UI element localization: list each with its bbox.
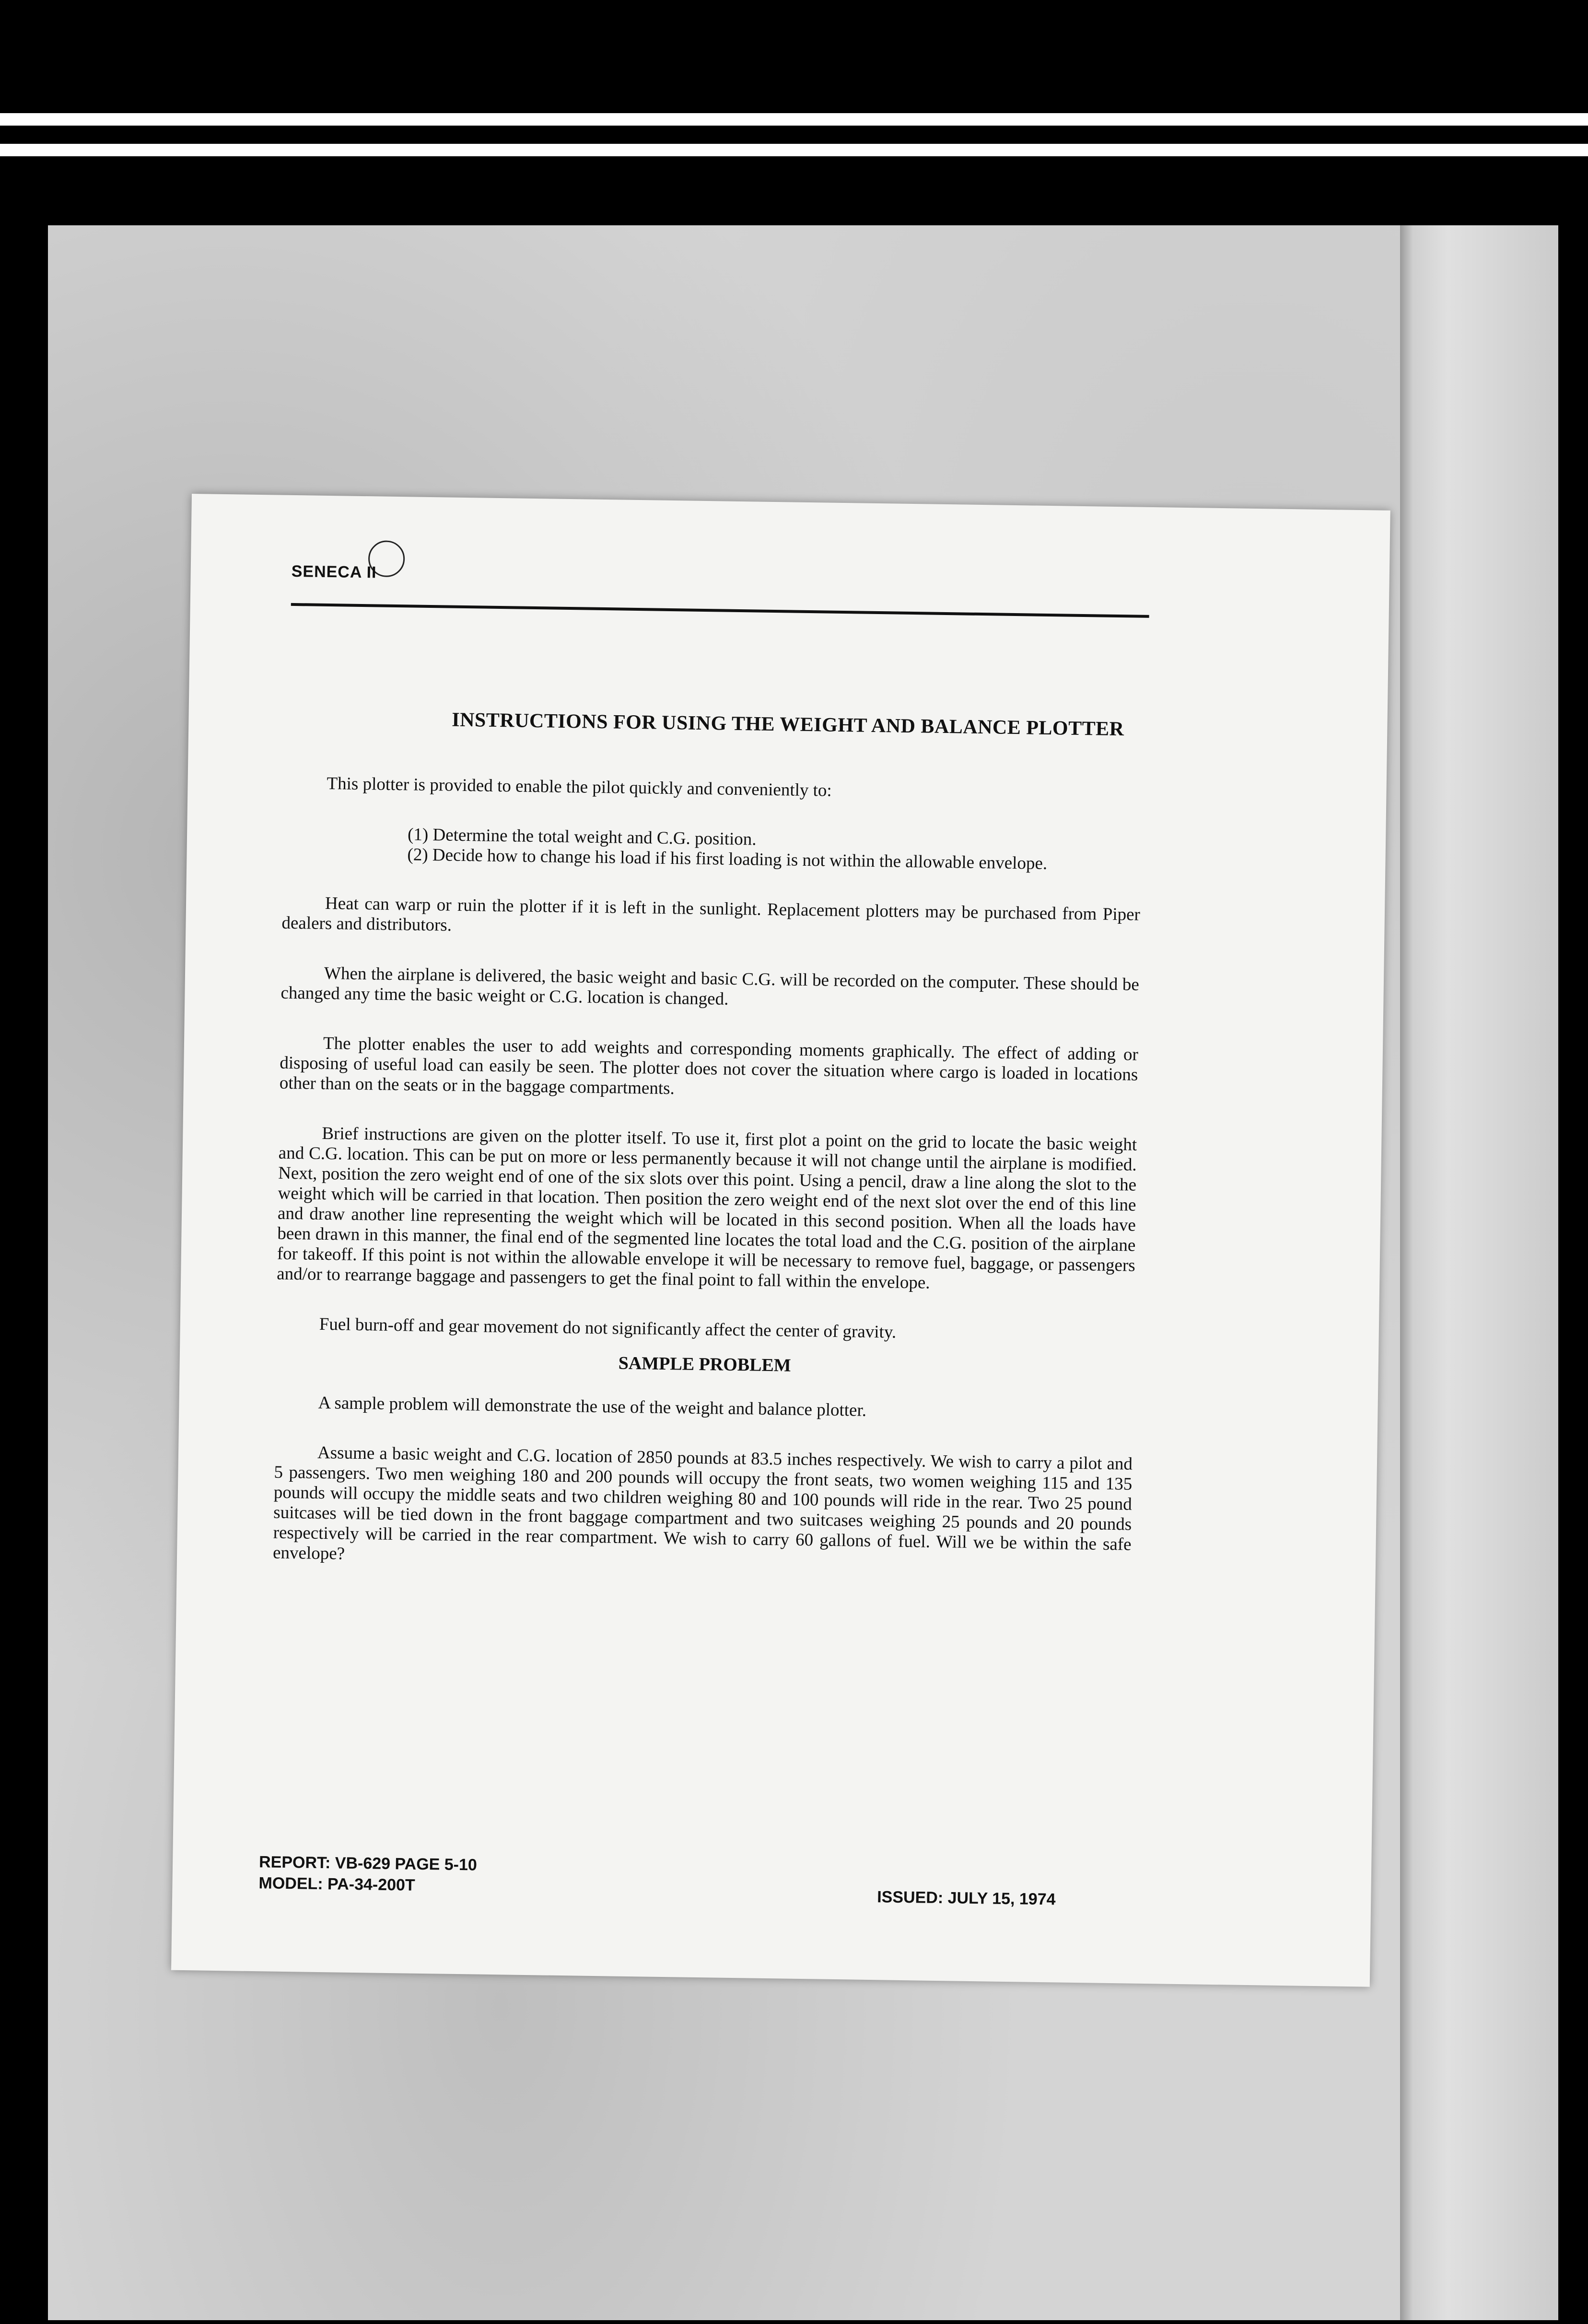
body-text	[272, 773, 1142, 1605]
paragraph-fuel: Fuel burn-off and gear movement do not significantly affect the center of gravity.	[319, 1314, 897, 1342]
binder-spine	[1400, 225, 1558, 2320]
paragraph-instructions: Brief instructions are given on the plotter itself. To use it, first plot a point on the grid to locate the basic weight and C.G. location. This can be put on more or less permanently because it will not change until the airplane is modified. Next, position the zero weight end of one of the six slots over this point. Using a pencil, draw a line along the slot to the weight which will be carried in that location. Then position the zero weight end of the next slot over the end of this line and draw another line representing the weight which will be located in this second position. When all the loads have been drawn in this manner, the final end of the segmented line locates the total load and the C.G. position of the airplane for takeoff. If this point is not within the allowable envelope it will be necessary to remove fuel, baggage, or passengers and/or to rearrange baggage and passengers to get the final point to fall within the envelope.	[277, 1123, 1137, 1293]
document-page	[171, 494, 1390, 1987]
paragraph-heat: Heat can warp or ruin the plotter if it is left in the sunlight. Replacement plotters may be purchased from Piper dealers and distributors.	[281, 893, 1141, 935]
paragraph-sample-details: Assume a basic weight and C.G. location of 2850 pounds at 83.5 inches respectively. We wish to carry a pilot and 5 passengers. Two men weighing 180 and 200 pounds will occupy the front seats, two women weighing 115 and 135 pounds will occupy the middle seats and two children weighing 80 and 100 pounds will ride in the rear. Two 25 pound suitcases will be tied down in the front baggage compartment and two suitcases weighing 25 pounds and 20 pounds respectively will be carried in the rear compartment. We wish to carry 60 gallons of fuel. Will we be within the safe envelope?	[272, 1442, 1133, 1564]
paragraph-delivery: When the airplane is delivered, the basic weight and basic C.G. will be recorded on the computer. These should be changed any time the basic weight or C.G. location is changed.	[280, 963, 1140, 1009]
running-header: SENECA II	[291, 562, 377, 582]
footer-model: MODEL: PA-34-200T	[258, 1874, 416, 1894]
page-title: INSTRUCTIONS FOR USING THE WEIGHT AND BALANCE PLOTTER	[451, 709, 1124, 741]
intro-paragraph: This plotter is provided to enable the pilot quickly and conveniently to:	[327, 773, 832, 801]
footer-issued: ISSUED: JULY 15, 1974	[877, 1888, 1056, 1909]
paragraph-sample-intro: A sample problem will demonstrate the use of the weight and balance plotter.	[318, 1393, 867, 1420]
list-item: (2) Decide how to change his load if his first loading is not within the allowable envelope.	[407, 845, 1048, 873]
header-rule	[291, 603, 1149, 618]
footer-left	[258, 1851, 477, 1896]
section-title-sample-problem: SAMPLE PROBLEM	[618, 1353, 792, 1376]
film-border-inner	[0, 126, 1588, 144]
footer-report: REPORT: VB-629 PAGE 5-10	[258, 1853, 478, 1874]
list-item: (1) Determine the total weight and C.G. position.	[407, 825, 757, 849]
purpose-list	[282, 823, 1141, 875]
paragraph-plotter: The plotter enables the user to add weights and corresponding moments graphically. The effect of adding or disposing of useful load can easily be seen. The plotter does not cover the situation where cargo is loaded in locations other than on the seats or in the baggage compartments.	[279, 1033, 1139, 1099]
